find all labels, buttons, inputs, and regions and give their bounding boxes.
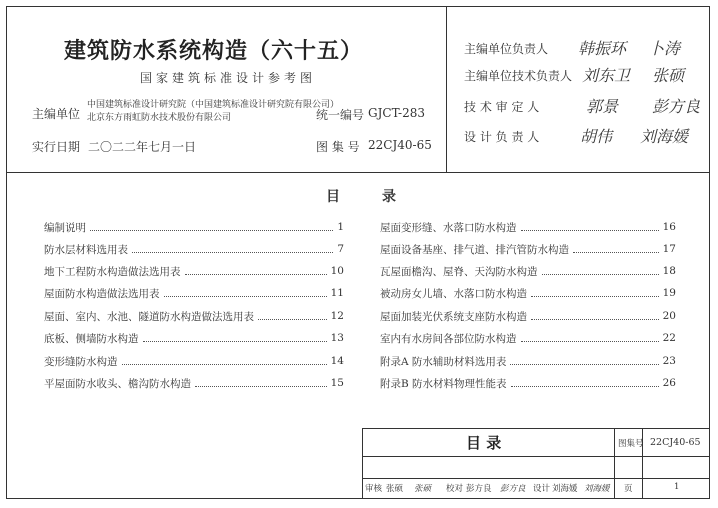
header-divider	[6, 172, 710, 173]
role-label-3: 技 术 审 定 人	[464, 100, 540, 114]
signature: 彭方良	[652, 97, 701, 116]
toc-entry[interactable]: 底板、侧墙防水构造 13	[44, 332, 344, 345]
role-label-2: 主编单位技术负责人	[464, 69, 573, 83]
designer-name: 刘海媛	[552, 484, 578, 494]
toc-title-right: 录	[382, 189, 396, 205]
signature: 胡伟	[580, 127, 613, 146]
signature: 刘海媛	[584, 484, 610, 494]
reviewer-name: 张硕	[386, 484, 404, 494]
signature: 刘海媛	[640, 127, 689, 146]
page-label: 页	[624, 484, 633, 494]
toc-entry[interactable]: 防水层材料选用表 7	[44, 243, 344, 256]
signature: 郭景	[586, 97, 619, 116]
toc-entry[interactable]: 室内有水房间各部位防水构造 22	[380, 332, 676, 345]
checker-name: 彭方良	[466, 484, 492, 494]
toc-entry[interactable]: 平屋面防水收头、檐沟防水构造 15	[44, 377, 344, 390]
toc-entry[interactable]: 屋面变形缝、水落口防水构造 16	[380, 221, 676, 234]
signature: 彭方良	[500, 484, 526, 494]
effective-date: 二〇二二年七月一日	[88, 140, 197, 154]
toc-entry[interactable]: 屋面、室内、水池、隧道防水构造做法选用表 12	[44, 310, 344, 323]
toc-entry[interactable]: 地下工程防水构造做法选用表 10	[44, 265, 344, 278]
toc-entry[interactable]: 屋面设备基座、排气道、排汽管防水构造 17	[380, 243, 676, 256]
signature: 刘东卫	[582, 66, 631, 85]
page-number: 1	[674, 482, 680, 492]
toc-entry[interactable]: 附录A 防水辅助材料选用表 23	[380, 355, 676, 368]
atlas-no: 22CJ40-65	[368, 138, 432, 152]
date-label: 实行日期	[32, 140, 81, 154]
signature: 卜涛	[648, 39, 681, 58]
atlas-no: 22CJ40-65	[650, 437, 701, 448]
toc-entry[interactable]: 变形缝防水构造 14	[44, 355, 344, 368]
unified-no: GJCT-283	[368, 106, 425, 120]
design-label: 设计	[533, 484, 551, 494]
toc-title-left: 目	[326, 189, 340, 205]
editor-unit-2: 北京东方雨虹防水技术股份有限公司	[87, 113, 232, 123]
editor-unit-1: 中国建筑标准设计研究院（中国建筑标准设计研究院有限公司）	[87, 100, 340, 110]
toc-entry[interactable]: 屋面加装光伏系统支座防水构造 20	[380, 310, 676, 323]
signature: 韩振环	[578, 39, 627, 58]
toc-entry[interactable]: 附录B 防水材料物理性能表 26	[380, 377, 676, 390]
review-label: 审核	[365, 484, 383, 494]
header-split-line	[446, 6, 447, 172]
sheet-title: 目 录	[466, 434, 502, 452]
toc-entry[interactable]: 瓦屋面檐沟、屋脊、天沟防水构造 18	[380, 265, 676, 278]
unified-no-label: 统一编号	[316, 108, 365, 122]
signature: 张硕	[414, 484, 432, 494]
toc-entry[interactable]: 编制说明 1	[44, 221, 344, 234]
page-subtitle: 国家建筑标准设计参考图	[140, 71, 317, 85]
atlas-no-label: 图集号	[618, 439, 644, 449]
editor-label: 主编单位	[32, 107, 81, 121]
signature: 张硕	[652, 66, 685, 85]
role-label-4: 设 计 负 责 人	[464, 130, 540, 144]
check-label: 校对	[446, 484, 464, 494]
toc-entry[interactable]: 屋面防水构造做法选用表 11	[44, 287, 344, 300]
toc-entry[interactable]: 被动房女儿墙、水落口防水构造 19	[380, 287, 676, 300]
atlas-no-label: 图 集 号	[316, 140, 360, 154]
role-label-1: 主编单位负责人	[464, 42, 549, 56]
page-title: 建筑防水系统构造（六十五）	[64, 38, 364, 64]
